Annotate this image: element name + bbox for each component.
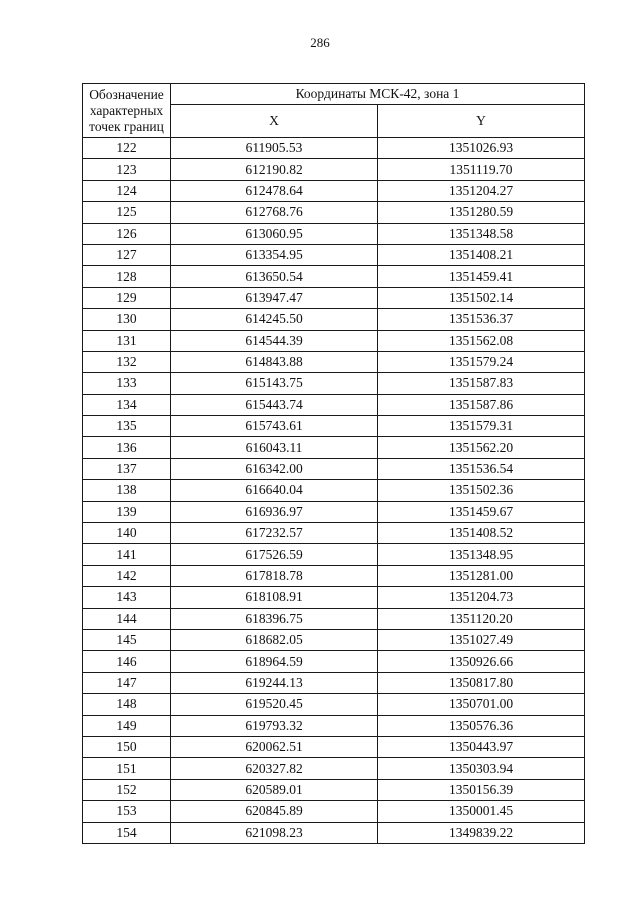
x-coordinate-cell: 616043.11 (171, 437, 378, 458)
table-row (83, 394, 585, 415)
table-row (83, 779, 585, 800)
y-coordinate-cell: 1350576.36 (378, 715, 585, 736)
point-id-cell: 146 (83, 651, 171, 672)
y-coordinate-cell: 1351562.20 (378, 437, 585, 458)
table-row (83, 458, 585, 479)
point-id-cell: 132 (83, 351, 171, 372)
x-coordinate-cell: 619793.32 (171, 715, 378, 736)
table-row (83, 587, 585, 608)
x-coordinate-cell: 621098.23 (171, 822, 378, 843)
point-id-cell: 152 (83, 779, 171, 800)
y-coordinate-cell: 1351204.73 (378, 587, 585, 608)
y-coordinate-cell: 1351562.08 (378, 330, 585, 351)
y-coordinate-cell: 1351579.24 (378, 351, 585, 372)
x-coordinate-cell: 620327.82 (171, 758, 378, 779)
table-row (83, 373, 585, 394)
table-row (83, 629, 585, 650)
table-row (83, 437, 585, 458)
x-coordinate-cell: 618396.75 (171, 608, 378, 629)
y-coordinate-cell: 1350303.94 (378, 758, 585, 779)
table-row (83, 565, 585, 586)
point-id-cell: 148 (83, 694, 171, 715)
y-coordinate-cell: 1350817.80 (378, 672, 585, 693)
point-id-cell: 134 (83, 394, 171, 415)
x-coordinate-cell: 618682.05 (171, 629, 378, 650)
point-id-cell: 143 (83, 587, 171, 608)
table-row (83, 138, 585, 159)
x-coordinate-cell: 620062.51 (171, 736, 378, 757)
table-row (83, 223, 585, 244)
point-id-cell: 136 (83, 437, 171, 458)
y-coordinate-cell: 1351502.36 (378, 480, 585, 501)
coordinates-system-header: Координаты МСК-42, зона 1 (171, 84, 585, 105)
point-id-cell: 127 (83, 244, 171, 265)
x-coordinate-cell: 614245.50 (171, 309, 378, 330)
x-coordinate-cell: 614544.39 (171, 330, 378, 351)
table-body (83, 138, 585, 844)
point-id-cell: 147 (83, 672, 171, 693)
y-coordinate-cell: 1351281.00 (378, 565, 585, 586)
table-row (83, 801, 585, 822)
y-coordinate-cell: 1351027.49 (378, 629, 585, 650)
x-coordinate-cell: 620589.01 (171, 779, 378, 800)
point-id-cell: 144 (83, 608, 171, 629)
point-id-cell: 150 (83, 736, 171, 757)
y-coordinate-cell: 1351536.54 (378, 458, 585, 479)
table-row (83, 159, 585, 180)
table-row (83, 180, 585, 201)
table-row (83, 416, 585, 437)
table-row (83, 202, 585, 223)
point-id-cell: 139 (83, 501, 171, 522)
point-id-cell: 128 (83, 266, 171, 287)
point-id-cell: 124 (83, 180, 171, 201)
point-id-cell: 140 (83, 523, 171, 544)
table-row (83, 694, 585, 715)
y-coordinate-cell: 1351119.70 (378, 159, 585, 180)
x-coordinate-cell: 613650.54 (171, 266, 378, 287)
table-row (83, 651, 585, 672)
table-row (83, 715, 585, 736)
table-row (83, 287, 585, 308)
point-id-cell: 154 (83, 822, 171, 843)
y-coordinate-cell: 1351348.95 (378, 544, 585, 565)
coordinates-table (82, 83, 585, 844)
x-coordinate-cell: 613060.95 (171, 223, 378, 244)
point-id-cell: 141 (83, 544, 171, 565)
point-id-cell: 123 (83, 159, 171, 180)
y-coordinate-cell: 1350001.45 (378, 801, 585, 822)
page-number: 286 (310, 35, 330, 50)
point-designation-header: Обозначение характерных точек границ (83, 84, 171, 138)
table-row (83, 822, 585, 843)
y-coordinate-cell: 1351459.41 (378, 266, 585, 287)
table-row (83, 309, 585, 330)
table-row (83, 736, 585, 757)
point-id-cell: 133 (83, 373, 171, 394)
x-coordinate-cell: 616936.97 (171, 501, 378, 522)
point-id-cell: 149 (83, 715, 171, 736)
x-column-header: X (171, 105, 378, 138)
point-id-cell: 125 (83, 202, 171, 223)
x-coordinate-cell: 617232.57 (171, 523, 378, 544)
table-row (83, 351, 585, 372)
x-coordinate-cell: 618964.59 (171, 651, 378, 672)
y-coordinate-cell: 1350701.00 (378, 694, 585, 715)
table-row (83, 672, 585, 693)
x-coordinate-cell: 619520.45 (171, 694, 378, 715)
x-coordinate-cell: 615743.61 (171, 416, 378, 437)
y-coordinate-cell: 1351280.59 (378, 202, 585, 223)
y-coordinate-cell: 1351348.58 (378, 223, 585, 244)
point-id-cell: 122 (83, 138, 171, 159)
table-row (83, 330, 585, 351)
x-coordinate-cell: 616342.00 (171, 458, 378, 479)
x-coordinate-cell: 611905.53 (171, 138, 378, 159)
y-coordinate-cell: 1351536.37 (378, 309, 585, 330)
table-row (83, 608, 585, 629)
x-coordinate-cell: 616640.04 (171, 480, 378, 501)
y-coordinate-cell: 1351587.86 (378, 394, 585, 415)
table-row (83, 758, 585, 779)
y-coordinate-cell: 1351408.21 (378, 244, 585, 265)
x-coordinate-cell: 617526.59 (171, 544, 378, 565)
table-row (83, 544, 585, 565)
point-id-cell: 131 (83, 330, 171, 351)
x-coordinate-cell: 620845.89 (171, 801, 378, 822)
table-row (83, 523, 585, 544)
point-id-cell: 153 (83, 801, 171, 822)
x-coordinate-cell: 617818.78 (171, 565, 378, 586)
header-row-top (83, 84, 585, 105)
x-coordinate-cell: 612478.64 (171, 180, 378, 201)
point-id-cell: 126 (83, 223, 171, 244)
y-coordinate-cell: 1351408.52 (378, 523, 585, 544)
point-id-cell: 137 (83, 458, 171, 479)
y-coordinate-cell: 1351579.31 (378, 416, 585, 437)
x-coordinate-cell: 612768.76 (171, 202, 378, 223)
y-column-header: Y (378, 105, 585, 138)
y-coordinate-cell: 1351120.20 (378, 608, 585, 629)
y-coordinate-cell: 1351459.67 (378, 501, 585, 522)
point-id-cell: 145 (83, 629, 171, 650)
y-coordinate-cell: 1351026.93 (378, 138, 585, 159)
y-coordinate-cell: 1351587.83 (378, 373, 585, 394)
point-id-cell: 130 (83, 309, 171, 330)
y-coordinate-cell: 1351502.14 (378, 287, 585, 308)
table-row (83, 266, 585, 287)
y-coordinate-cell: 1351204.27 (378, 180, 585, 201)
table-row (83, 244, 585, 265)
y-coordinate-cell: 1350443.97 (378, 736, 585, 757)
x-coordinate-cell: 619244.13 (171, 672, 378, 693)
point-id-cell: 135 (83, 416, 171, 437)
table-row (83, 501, 585, 522)
y-coordinate-cell: 1350926.66 (378, 651, 585, 672)
x-coordinate-cell: 615143.75 (171, 373, 378, 394)
point-id-cell: 138 (83, 480, 171, 501)
x-coordinate-cell: 613354.95 (171, 244, 378, 265)
x-coordinate-cell: 618108.91 (171, 587, 378, 608)
y-coordinate-cell: 1349839.22 (378, 822, 585, 843)
x-coordinate-cell: 615443.74 (171, 394, 378, 415)
table-row (83, 480, 585, 501)
x-coordinate-cell: 612190.82 (171, 159, 378, 180)
point-id-cell: 142 (83, 565, 171, 586)
point-id-cell: 129 (83, 287, 171, 308)
x-coordinate-cell: 614843.88 (171, 351, 378, 372)
point-id-cell: 151 (83, 758, 171, 779)
x-coordinate-cell: 613947.47 (171, 287, 378, 308)
y-coordinate-cell: 1350156.39 (378, 779, 585, 800)
